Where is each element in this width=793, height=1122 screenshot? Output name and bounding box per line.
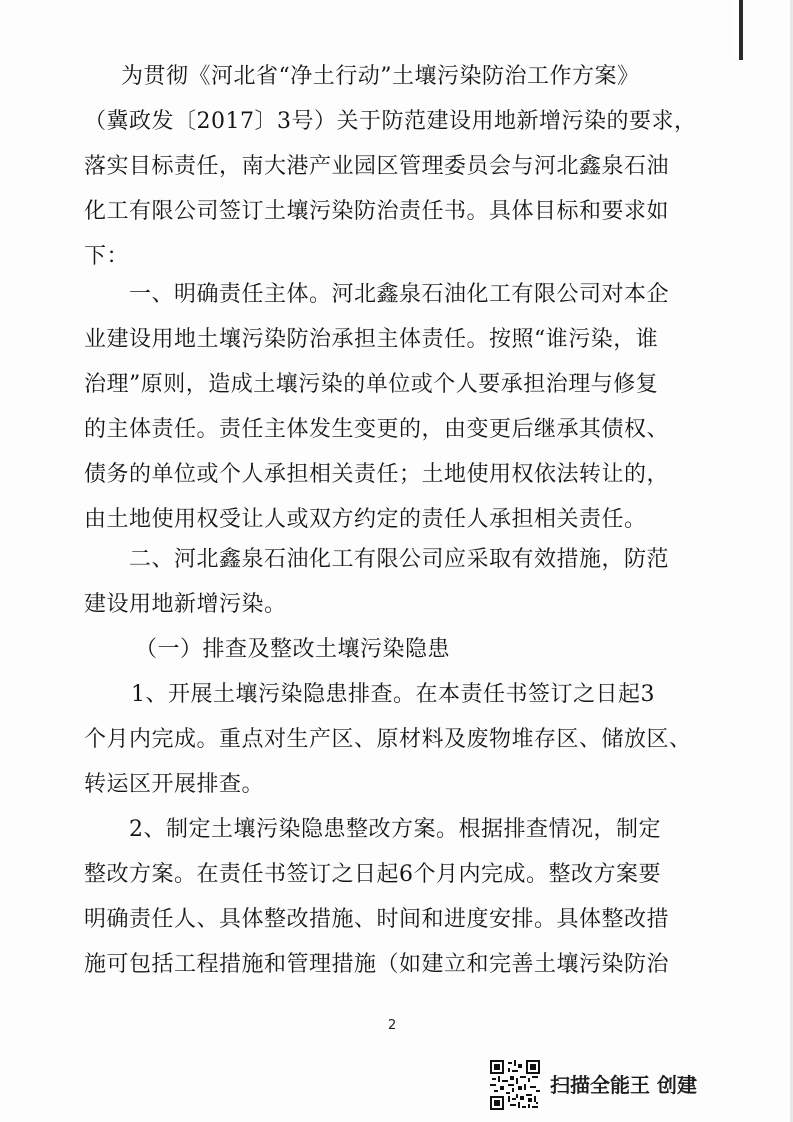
scan-edge-mark xyxy=(733,0,743,60)
qr-code-icon xyxy=(490,1060,540,1110)
paragraph-line: （冀政发〔2017〕3号）关于防范建设用地新增污染的要求， xyxy=(84,109,697,134)
paragraph-line: 施可包括工程措施和管理措施（如建立和完善土壤污染防治 xyxy=(84,952,670,977)
paragraph-line: 2、制定土壤污染隐患整改方案。根据排查情况，制定 xyxy=(129,817,661,842)
paragraph-line: 明确责任人、具体整改措施、时间和进度安排。具体整改措 xyxy=(84,907,670,932)
paragraph-line: 个月内完成。重点对生产区、原材料及废物堆存区、储放区、 xyxy=(84,727,692,752)
paragraph-line: 化工有限公司签订土壤污染防治责任书。具体目标和要求如 xyxy=(84,199,670,224)
paragraph-line: 的主体责任。责任主体发生变更的，由变更后继承其债权、 xyxy=(84,417,670,442)
paragraph-line: 由土地使用权受让人或双方约定的责任人承担相关责任。 xyxy=(84,507,647,532)
page-number: 2 xyxy=(388,1018,397,1033)
paragraph-line: 业建设用地土壤污染防治承担主体责任。按照“谁污染，谁 xyxy=(84,327,659,352)
paragraph-line: 债务的单位或个人承担相关责任；土地使用权依法转让的， xyxy=(84,462,670,487)
paragraph-line: 治理”原则，造成土壤污染的单位或个人要承担治理与修复 xyxy=(84,372,659,397)
paragraph-line: 二、河北鑫泉石油化工有限公司应采取有效措施，防范 xyxy=(129,547,670,572)
paragraph-line: 转运区开展排查。 xyxy=(84,772,265,797)
paragraph-line: 一、明确责任主体。河北鑫泉石油化工有限公司对本企 xyxy=(129,282,670,307)
paragraph-line: 1、开展土壤污染隐患排查。在本责任书签订之日起3 xyxy=(131,682,655,707)
section-heading: （一）排查及整改土壤污染隐患 xyxy=(135,637,451,662)
paragraph-line: 落实目标责任，南大港产业园区管理委员会与河北鑫泉石油 xyxy=(84,154,670,179)
watermark-label: 扫描全能王 创建 xyxy=(550,1073,697,1097)
paragraph-line: 为贯彻《河北省“净土行动”土壤污染防治工作方案》 xyxy=(121,64,640,89)
paragraph-line: 下： xyxy=(84,244,130,269)
paragraph-line: 整改方案。在责任书签订之日起6个月内完成。整改方案要 xyxy=(84,862,661,887)
paragraph-line: 建设用地新增污染。 xyxy=(84,592,287,617)
scanner-watermark xyxy=(490,1060,740,1112)
